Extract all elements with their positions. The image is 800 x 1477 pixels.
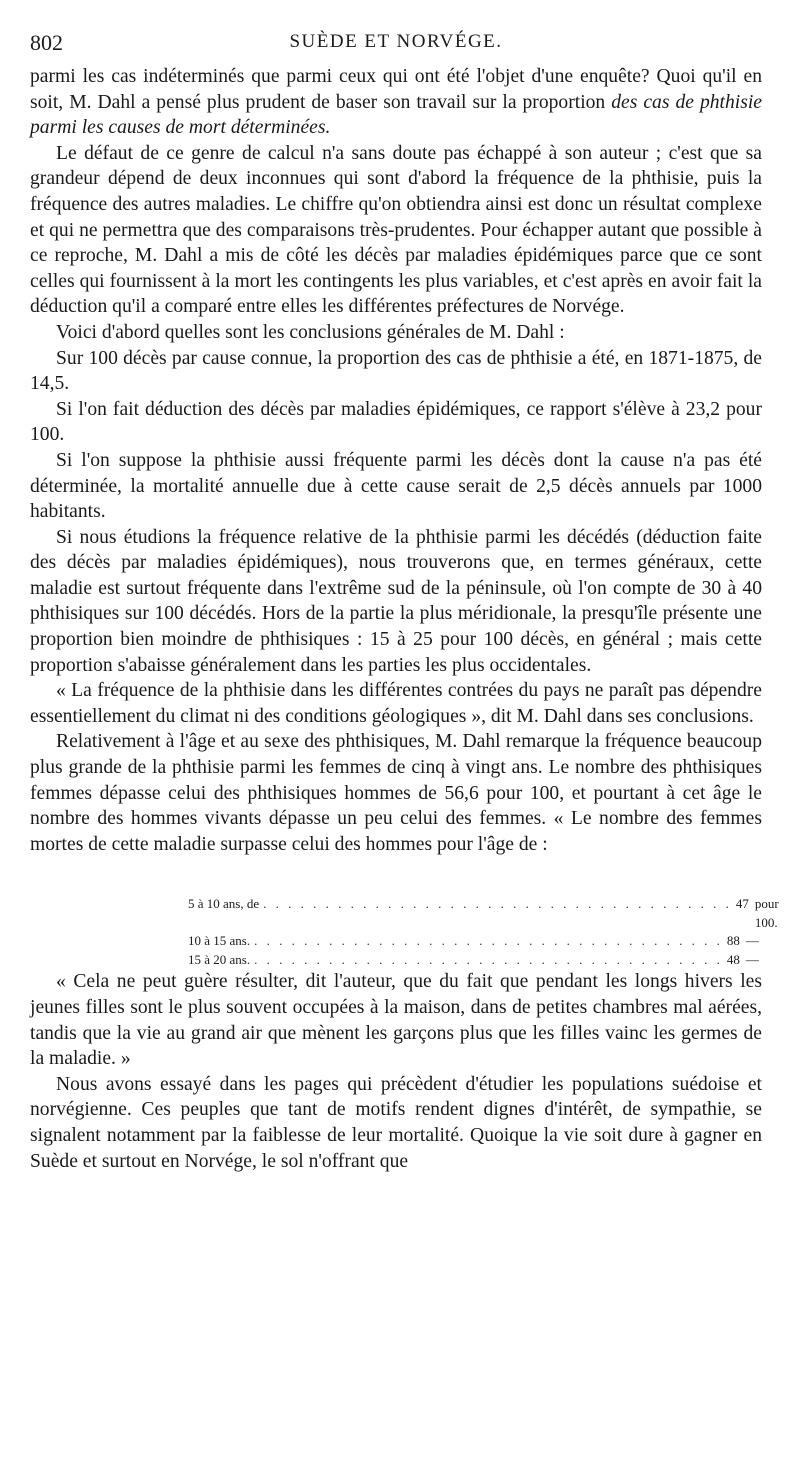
paragraph-text: parmi les cas indéterminés que parmi ceux qui ont été l'objet d'une enquête? Quoi qu'il en soit, M. Dahl a pensé plus prudent de baser son travail sur la proportion bbox=[30, 66, 762, 113]
ratio-unit: — bbox=[745, 951, 759, 967]
table-row bbox=[188, 951, 759, 970]
table-row bbox=[188, 932, 759, 951]
paragraph: « La fréquence de la phthisie dans les différentes contrées du pays ne paraît pas dépendre essentiellement du climat ni des conditions géologiques », dit M. Dahl dans ses conclusions. bbox=[30, 680, 762, 727]
age-range: 10 à 15 ans. bbox=[188, 933, 251, 949]
page-body bbox=[30, 64, 779, 1174]
running-title: SUÈDE ET NORVÉGE. bbox=[289, 31, 503, 52]
age-ratio-table bbox=[188, 895, 779, 969]
paragraph: Le défaut de ce genre de calcul n'a sans doute pas échappé à son auteur ; c'est que sa grandeur dépend de deux inconnues qui sont d'abord la fréquence de la phthisie, puis la fréquence des autres maladies. Le chiffre qu'on obtiendra ainsi est donc un résultat complexe et qui ne permettra que des comparaisons très-prudentes. Pour échapper autant que possible à ce reproche, M. Dahl a mis de côté les décès par maladies épidémiques parce que ce sont celles qui fournissent à la mort les contingents les plus variables, et c'est après en avoir fait la déduction qu'il a comparé entre elles les différentes préfectures de Norvége. bbox=[30, 142, 762, 318]
leader-dots: . . . . . . . . . . . . . . . . . . . . . . . . . . . . . . . . . . . . . . bbox=[254, 933, 723, 949]
age-range: 15 à 20 ans. bbox=[188, 951, 251, 967]
ratio-value: 88 bbox=[726, 933, 740, 949]
paragraph: Si nous étudions la fréquence relative de la phthisie parmi les décédés (déduction faite des décès par maladies épidémiques), nous trouverons que, en termes généraux, cette maladie est surtout fréquente dans l'extrême sud de la péninsule, où l'on compte de 30 à 40 phthisiques sur 100 décédés. Hors de la partie la plus méridionale, la presqu'île présente une proportion bien moindre de phthisiques : 15 à 25 pour 100 décès, en général ; mais cette proportion s'abaisse généralement dans les parties les plus occidentales. bbox=[30, 526, 762, 676]
leader-dots: . . . . . . . . . . . . . . . . . . . . . . . . . . . . . . . . . . . . . . bbox=[263, 896, 732, 912]
table-row bbox=[188, 895, 779, 932]
paragraph: Si l'on fait déduction des décès par maladies épidémiques, ce rapport s'élève à 23,2 pour 100. bbox=[30, 398, 762, 446]
quotation-paragraph: « Cela ne peut guère résulter, dit l'auteur, que du fait que pendant les longs hivers les jeunes filles sont le plus souvent occupées à la maison, dans de petites chambres mal aérées, tandis que la vie au grand air que mènent les garçons plus que les filles vainc les germes de la maladie. » bbox=[30, 971, 762, 1070]
paragraph-continued bbox=[30, 64, 762, 141]
paragraph: Voici d'abord quelles sont les conclusions générales de M. Dahl : bbox=[56, 321, 565, 343]
ratio-value: 48 bbox=[726, 951, 740, 967]
emphasized-text: des cas de phthisie parmi les causes de mort déterminées. bbox=[30, 91, 762, 139]
ratio-value: 47 bbox=[735, 896, 749, 912]
ratio-unit: pour 100. bbox=[754, 896, 779, 930]
paragraph: Si l'on suppose la phthisie aussi fréquente parmi les décès dont la cause n'a pas été déterminée, la mortalité annuelle due à cette cause serait de 2,5 décès annuels par 1000 habitants. bbox=[30, 449, 762, 523]
page-number: 802 bbox=[30, 30, 63, 55]
leader-dots: . . . . . . . . . . . . . . . . . . . . . . . . . . . . . . . . . . . . . . bbox=[254, 951, 723, 967]
paragraph: Relativement à l'âge et au sexe des phthisiques, M. Dahl remarque la fréquence beaucoup plus grande de la phthisie parmi les femmes de cinq à vingt ans. Le nombre des phthisiques femmes dépasse celui des phthisiques hommes de 56,6 pour 100, et pourtant à cet âge le nombre des hommes vivants dépasse un peu celui des femmes. « Le nombre des femmes mortes de cette maladie surpasse celui des hommes pour l'âge de : bbox=[30, 731, 762, 855]
conclusion-paragraph: Nous avons essayé dans les pages qui précèdent d'étudier les populations suédoise et norvégienne. Ces peuples que tant de motifs rendent dignes d'intérêt, de sympathie, se signalent notamment par la faiblesse de leur mortalité. Quoique la vie soit dure à gagner en Suède et surtout en Norvége, le sol n'offrant que bbox=[30, 1073, 762, 1172]
ratio-unit: — bbox=[745, 933, 759, 949]
age-range: 5 à 10 ans, de bbox=[188, 896, 260, 912]
paragraph: Sur 100 décès par cause connue, la proportion des cas de phthisie a été, en 1871-1875, de 14,5. bbox=[30, 347, 762, 395]
page-header bbox=[30, 30, 762, 58]
